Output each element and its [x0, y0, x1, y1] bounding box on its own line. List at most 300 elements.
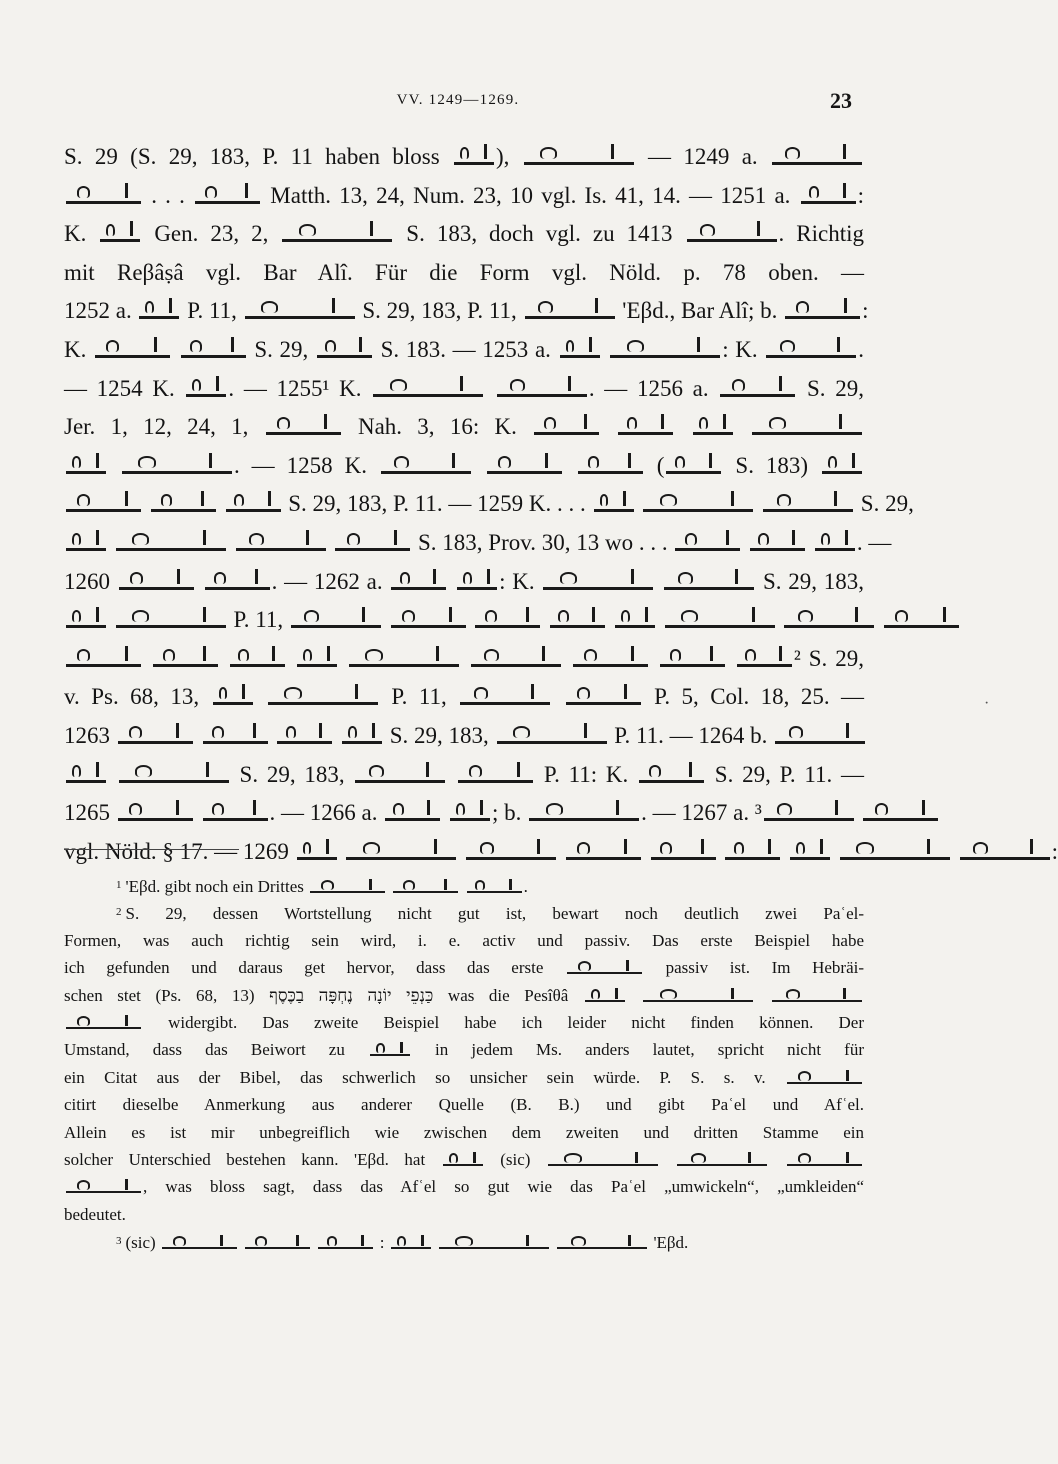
text-run: [387, 877, 391, 896]
text-line: [64, 138, 864, 177]
syriac-word: [664, 567, 754, 590]
syriac-word: [266, 412, 341, 435]
syriac-word: [460, 682, 550, 705]
syriac-word: [66, 489, 141, 512]
text-run: [643, 839, 649, 864]
text-run: [601, 414, 616, 439]
footnotes: [64, 872, 864, 1255]
text-run: ² S. 29,: [793, 645, 865, 671]
syriac-word: [675, 528, 740, 551]
syriac-word: [471, 644, 561, 667]
text-run: [108, 453, 120, 478]
footnote-line: [64, 899, 864, 926]
syriac-word: [578, 451, 643, 474]
text-run: [195, 723, 201, 748]
text-run: 'Eβd. gibt noch ein Drittes: [125, 877, 309, 896]
syriac-word: [349, 644, 459, 667]
syriac-word: [118, 721, 193, 744]
text-run: S. 29, P. 11. —: [706, 761, 865, 787]
syriac-word: [181, 335, 246, 358]
syriac-word: [203, 798, 268, 821]
text-run: [782, 839, 788, 864]
syriac-word: [457, 567, 497, 590]
syriac-word: [100, 219, 140, 242]
text-run: [718, 839, 724, 864]
text-run: K.: [64, 336, 94, 362]
text-run: [807, 530, 813, 555]
footnote-line: [64, 1036, 864, 1063]
text-run: [218, 491, 224, 516]
syriac-word: [119, 567, 194, 590]
syriac-word: [245, 296, 355, 319]
text-run: [255, 684, 266, 709]
syriac-word: [772, 142, 862, 165]
text-run: citirt dieselbe Anmerkung aus anderer Quelle (B. B.) und gibt Paʿel und Afʿel.: [64, 1095, 864, 1115]
syriac-word: [763, 489, 853, 512]
text-run: [769, 1150, 785, 1169]
text-run: passiv ist. Im Hebräi-: [644, 958, 864, 978]
footnote-line: [64, 954, 864, 981]
text-run: . — 1262 a.: [271, 568, 390, 594]
syriac-word: [960, 837, 1050, 860]
text-run: [228, 530, 234, 555]
text-line: [64, 254, 864, 293]
running-header: [64, 88, 852, 118]
syriac-word: [639, 760, 704, 783]
syriac-word: [840, 837, 950, 860]
text-run: [832, 839, 838, 864]
syriac-word: [355, 760, 445, 783]
syriac-word: [815, 528, 855, 551]
text-run: S. 183, Prov. 30, 13 wo . . .: [412, 529, 674, 555]
text-run: [627, 986, 642, 1005]
syriac-word: [585, 986, 625, 1002]
text-run: . —: [856, 529, 892, 555]
syriac-word: [651, 837, 716, 860]
text-run: [172, 337, 179, 362]
text-run: , was bloss sagt, dass das Afʿel so gut wie das Paʿel „umwickeln“, „umkleiden“: [143, 1177, 864, 1197]
text-line: [64, 408, 864, 447]
text-run: .: [858, 336, 865, 362]
text-line: [64, 177, 864, 216]
footnote-line: [64, 1064, 864, 1091]
text-run: [675, 414, 690, 439]
syriac-word: [615, 605, 655, 628]
syriac-word: [750, 528, 805, 551]
syriac-word: [122, 451, 232, 474]
syriac-word: [346, 837, 456, 860]
syriac-word: [282, 219, 392, 242]
text-run: [312, 1233, 316, 1252]
text-run: Matth. 13, 24, Num. 23, 10 vgl. Is. 41, 14. — 1251 a.: [262, 182, 799, 208]
text-run: mit Reβâṣâ vgl. Bar Alî. Für die Form vgl. Nöld. p. 78 oben. —: [64, 259, 864, 285]
text-line: [64, 601, 864, 640]
syriac-word: [66, 605, 106, 628]
syriac-word: [66, 451, 106, 474]
text-run: [461, 646, 469, 671]
syriac-word: [787, 1068, 862, 1084]
text-run: S. 183. — 1253 a.: [373, 336, 558, 362]
syriac-word: [863, 798, 938, 821]
text-run: S. 29, 183,: [230, 761, 354, 787]
text-run: .: [523, 877, 528, 896]
text-run: Gen. 23, 2,: [142, 221, 281, 247]
syriac-word: [822, 451, 862, 474]
text-run: [542, 607, 548, 632]
syriac-word: [213, 682, 253, 705]
syriac-word: [66, 1177, 141, 1193]
text-run: P. 11,: [379, 684, 459, 710]
text-run: vgl. Nöld. § 17. — 1269: [64, 838, 295, 864]
syriac-word: [772, 986, 862, 1002]
text-run: . . .: [143, 182, 194, 208]
text-run: [473, 453, 485, 478]
text-run: [660, 1150, 676, 1169]
syriac-word: [801, 181, 856, 204]
syriac-word: [297, 837, 337, 860]
text-run: [563, 646, 571, 671]
syriac-word: [195, 181, 260, 204]
syriac-word: [790, 837, 830, 860]
footnote-line: [64, 927, 864, 954]
footnote-line: [64, 1009, 864, 1036]
text-run: (sic): [125, 1233, 160, 1253]
text-run: [650, 646, 658, 671]
syriac-word: [139, 296, 179, 319]
footnote-rule: [64, 849, 239, 850]
margin-mark: ·: [984, 695, 990, 712]
text-run: S. 29,: [797, 375, 864, 401]
text-run: v. Ps. 68, 13,: [64, 684, 211, 710]
syriac-word: [884, 605, 959, 628]
text-run: solcher Unterschied bestehen kann. 'Eβd. hat: [64, 1149, 441, 1169]
text-run: [328, 530, 334, 555]
text-run: Jer. 1, 12, 24, 1,: [64, 414, 264, 440]
syriac-word: [497, 721, 607, 744]
text-run: S. 29, 183, P. 11,: [356, 298, 523, 324]
text-run: 1265: [64, 800, 116, 826]
text-run: [143, 491, 149, 516]
syriac-word: [454, 142, 494, 165]
footnote-marker: 2: [116, 906, 122, 919]
syriac-word: [775, 721, 865, 744]
syriac-word: [529, 798, 639, 821]
text-run: [735, 414, 750, 439]
text-run: [143, 646, 151, 671]
syriac-word: [66, 644, 141, 667]
syriac-word: [543, 567, 653, 590]
syriac-word: [66, 181, 141, 204]
syriac-word: [573, 644, 648, 667]
syriac-word: [525, 296, 615, 319]
text-run: (: [644, 452, 665, 478]
footnote-line: [64, 1119, 864, 1146]
syriac-word: [230, 644, 285, 667]
text-run: widergibt. Das zweite Beispiel habe ich leider nicht finden können. Der: [143, 1012, 864, 1032]
text-run: 1263: [64, 722, 116, 748]
text-run: Allein es ist mir unbegreiflich wie zwischen dem zweiten und dritten Stamme ein: [64, 1122, 864, 1142]
text-run: S. 183, doch vgl. zu 1413: [394, 221, 685, 247]
syriac-word: [643, 986, 753, 1002]
syriac-word: [370, 1040, 410, 1056]
text-run: ),: [496, 144, 522, 169]
syriac-word: [66, 1013, 141, 1029]
text-run: [657, 607, 663, 632]
text-run: [552, 684, 563, 709]
text-run: S. 29, 183,: [756, 568, 865, 594]
syriac-word: [277, 721, 332, 744]
text-run: P. 11: K.: [535, 761, 638, 787]
text-run: [239, 1233, 243, 1252]
syriac-word: [373, 374, 483, 397]
text-run: 'Eβd.: [649, 1233, 689, 1253]
syriac-word: [203, 721, 268, 744]
syriac-word: [467, 877, 522, 893]
text-line: [64, 756, 864, 795]
footnote-line: [64, 1173, 864, 1200]
syriac-word: [297, 644, 337, 667]
syriac-word: [342, 721, 382, 744]
syriac-word: [666, 451, 721, 474]
text-run: bedeutet.: [64, 1204, 126, 1224]
text-run: P. 11,: [181, 298, 243, 324]
footnote-line: [64, 1228, 864, 1255]
text-run: [195, 800, 201, 825]
syriac-word: [557, 1233, 647, 1249]
text-run: [458, 839, 464, 864]
text-run: 1260: [64, 568, 117, 594]
footnote-line: [64, 982, 864, 1009]
text-run: [442, 800, 448, 825]
syriac-word: [116, 605, 226, 628]
text-run: S. 29, 183,: [384, 722, 495, 748]
text-run: Nah. 3, 16: K.: [342, 414, 533, 440]
text-run: :: [1051, 838, 1058, 864]
footnote-marker: 3: [116, 1235, 122, 1248]
syriac-word: [391, 605, 466, 628]
syriac-word: [291, 605, 381, 628]
syriac-word: [95, 335, 170, 358]
text-line: [64, 524, 892, 563]
text-run: . — 1258 K.: [233, 452, 379, 478]
text-run: ich gefunden und daraus get hervor, dass das erste: [64, 958, 565, 978]
syriac-word: [335, 528, 410, 551]
syriac-word: [497, 374, 587, 397]
text-line: [64, 215, 864, 254]
text-run: . — 1256 a.: [588, 375, 719, 401]
text-run: [433, 1233, 437, 1252]
footnote-marker: 1: [116, 879, 122, 891]
text-run: [108, 762, 117, 787]
text-line: [64, 833, 1058, 872]
text-run: S. 29, dessen Wortstellung nicht gut ist, bewart noch deutlich zwei Paʿel-: [125, 904, 864, 924]
footnote-line: [64, 1146, 864, 1173]
text-run: P. 5, Col. 18, 25. —: [642, 684, 865, 710]
text-run: ein Citat aus der Bibel, das schwerlich so unsicher sein würde. P. S. s. v.: [64, 1067, 785, 1087]
syriac-word: [548, 1150, 658, 1166]
syriac-word: [785, 296, 860, 319]
text-run: [564, 453, 576, 478]
text-run: [602, 337, 609, 362]
main-text: [64, 138, 1058, 871]
text-run: :: [862, 298, 869, 324]
syriac-word: [205, 567, 270, 590]
syriac-word: [236, 528, 326, 551]
syriac-word: [566, 837, 641, 860]
text-line: [64, 678, 864, 717]
text-run: schen stet (Ps. 68, 13) כַּנְפֵי יוֹנָה נֶחְפָּה בַכֶּסֶף was die Pesîθâ: [64, 985, 583, 1005]
text-run: [485, 376, 495, 401]
text-run: . — 1267 a. ³: [641, 800, 762, 826]
text-line: [64, 331, 864, 370]
text-run: ; b.: [491, 800, 528, 826]
syriac-word: [381, 451, 471, 474]
text-run: . Richtig: [778, 221, 864, 247]
syriac-word: [534, 412, 599, 435]
text-run: [468, 607, 474, 632]
text-run: [952, 839, 958, 864]
page-number: 23: [830, 88, 852, 113]
text-run: [551, 1233, 555, 1252]
text-run: (sic): [484, 1149, 546, 1169]
syriac-word: [618, 412, 673, 435]
text-run: [558, 839, 564, 864]
text-run: [220, 646, 228, 671]
syriac-word: [116, 528, 226, 551]
footnote-line: [64, 1201, 864, 1228]
syriac-word: [393, 877, 458, 893]
syriac-word: [66, 528, 106, 551]
syriac-word: [764, 798, 854, 821]
syriac-word: [665, 605, 775, 628]
text-run: [339, 839, 345, 864]
text-run: S. 29,: [247, 336, 315, 362]
text-run: [287, 646, 295, 671]
syriac-word: [119, 760, 229, 783]
text-line: [64, 640, 864, 679]
syriac-word: [787, 1150, 862, 1166]
syriac-word: [226, 489, 281, 512]
syriac-word: [566, 682, 641, 705]
text-run: [383, 607, 389, 632]
text-run: [448, 569, 455, 594]
text-run: [334, 723, 340, 748]
text-run: S. 29, 183, P. 11. — 1259 K. . . .: [282, 491, 592, 517]
text-line: [64, 485, 914, 524]
syriac-word: [391, 1233, 431, 1249]
text-run: Umstand, dass das Beiwort zu: [64, 1040, 368, 1060]
text-line: [64, 292, 869, 331]
footnote-line: [64, 1091, 864, 1118]
text-run: [339, 646, 347, 671]
syriac-word: [475, 605, 540, 628]
text-run: Formen, was auch richtig sein wird, i. e. activ und passiv. Das erste Beispiel habe: [64, 930, 864, 950]
text-run: S. 183): [723, 452, 821, 478]
text-run: [108, 607, 114, 632]
syriac-word: [660, 644, 725, 667]
text-run: 'Eβd., Bar Alî; b.: [616, 298, 784, 324]
text-run: — 1254 K.: [64, 375, 185, 401]
text-run: K.: [64, 221, 99, 247]
text-run: [742, 530, 748, 555]
syriac-word: [725, 837, 780, 860]
syriac-word: [391, 567, 446, 590]
text-line: [64, 563, 864, 602]
text-line: [64, 370, 864, 409]
syriac-word: [317, 335, 372, 358]
text-run: : K.: [499, 568, 542, 594]
syriac-word: [385, 798, 440, 821]
text-line: [64, 447, 864, 486]
syriac-word: [752, 412, 862, 435]
text-run: :: [857, 182, 864, 208]
syriac-word: [766, 335, 856, 358]
text-run: [196, 569, 203, 594]
syriac-word: [151, 489, 216, 512]
text-run: [856, 800, 862, 825]
text-run: in jedem Ms. anders lautet, spricht nicht für: [411, 1040, 865, 1060]
syriac-word: [458, 760, 533, 783]
text-run: 1252 a.: [64, 298, 138, 324]
syriac-word: [439, 1233, 549, 1249]
syriac-word: [610, 335, 720, 358]
text-run: :: [375, 1233, 389, 1253]
verse-range: VV. 1249—1269.: [396, 92, 520, 108]
text-run: P. 11. — 1264 b.: [608, 722, 774, 748]
footnote-line: [64, 872, 864, 899]
text-run: S. 29 (S. 29, 183, P. 11 haben bloss: [64, 144, 452, 169]
syriac-word: [737, 644, 792, 667]
text-run: [636, 491, 642, 516]
text-run: [607, 607, 613, 632]
text-run: [447, 762, 456, 787]
text-run: [108, 530, 114, 555]
syriac-word: [560, 335, 600, 358]
syriac-word: [643, 489, 753, 512]
text-run: [655, 569, 662, 594]
text-run: . — 1266 a.: [269, 800, 384, 826]
text-run: : K.: [722, 336, 765, 362]
syriac-word: [318, 1233, 373, 1249]
syriac-word: [268, 682, 378, 705]
text-run: [270, 723, 276, 748]
text-run: [727, 646, 735, 671]
text-run: [460, 877, 464, 896]
syriac-word: [450, 798, 490, 821]
syriac-word: [784, 605, 874, 628]
syriac-word: [487, 451, 562, 474]
text-line: [64, 794, 864, 833]
syriac-word: [466, 837, 556, 860]
text-run: [755, 986, 770, 1005]
syriac-word: [443, 1150, 483, 1166]
syriac-word: [153, 644, 218, 667]
syriac-word: [687, 219, 777, 242]
syriac-word: [594, 489, 634, 512]
syriac-word: [567, 958, 642, 974]
syriac-word: [118, 798, 193, 821]
text-run: S. 29,: [855, 491, 914, 517]
text-run: [876, 607, 882, 632]
text-line: [64, 717, 864, 756]
syriac-word: [550, 605, 605, 628]
text-run: . — 1255¹ K.: [228, 375, 372, 401]
text-run: P. 11,: [227, 607, 289, 633]
syriac-word: [720, 374, 795, 397]
syriac-word: [524, 142, 634, 165]
syriac-word: [66, 760, 106, 783]
syriac-word: [162, 1233, 237, 1249]
